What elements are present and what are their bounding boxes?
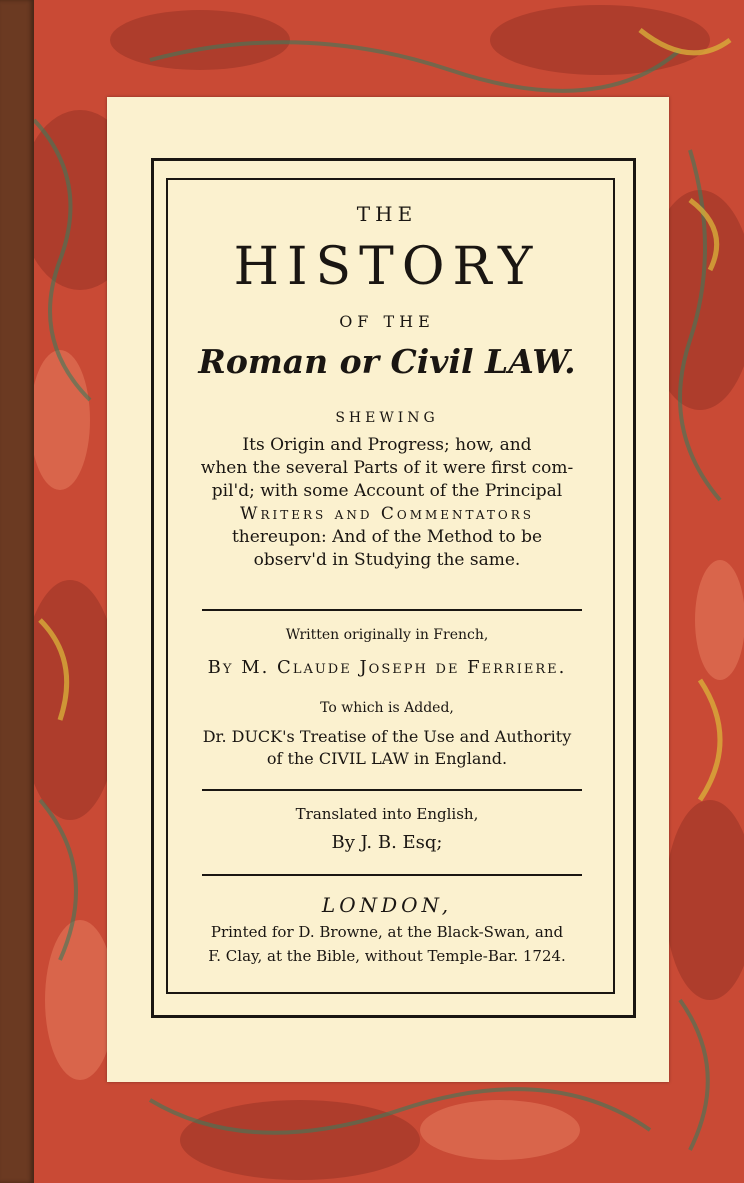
divider-rule-1 [202, 609, 582, 611]
subtitle-line-1: Its Origin and Progress; how, and [242, 435, 532, 455]
book-spine-edge [0, 0, 34, 1183]
translated-into-english: Translated into English, [295, 805, 479, 823]
divider-rule-2 [202, 789, 582, 791]
subtitle-line-6: observ'd in Studying the same. [253, 550, 521, 570]
title-history: HISTORY [233, 237, 541, 297]
subtitle-line-4: Writers and Commentators [240, 504, 534, 524]
to-which-is-added: To which is Added, [320, 700, 454, 716]
addition-line-1: Dr. DUCK's Treatise of the Use and Authority [202, 727, 572, 746]
imprint-line-2: F. Clay, at the Bible, without Temple-Bar. 1724. [208, 947, 566, 965]
subtitle-line-3: pil'd; with some Account of the Principal [211, 481, 563, 501]
divider-rule-3 [202, 874, 582, 876]
title-of-the: OF THE [339, 312, 435, 331]
subtitle-line-5: thereupon: And of the Method to be [231, 527, 543, 547]
title-roman-or-civil-law: Roman or Civil LAW. [198, 342, 576, 381]
author-line: By M. Claude Joseph de Ferriere. [207, 657, 567, 678]
inner-border-frame [166, 178, 615, 994]
imprint-line-1: Printed for D. Browne, at the Black-Swan, and [210, 923, 564, 941]
subtitle-shewing: SHEWING [335, 410, 439, 426]
imprint-city: LONDON, [321, 893, 453, 917]
title-the: THE [356, 202, 418, 226]
subtitle-line-2: when the several Parts of it were first com- [200, 458, 574, 478]
translator-line: By J. B. Esq; [331, 832, 443, 853]
written-originally: Written originally in French, [285, 627, 489, 643]
title-page-label [107, 97, 669, 1082]
addition-line-2: of the CIVIL LAW in England. [266, 749, 508, 768]
